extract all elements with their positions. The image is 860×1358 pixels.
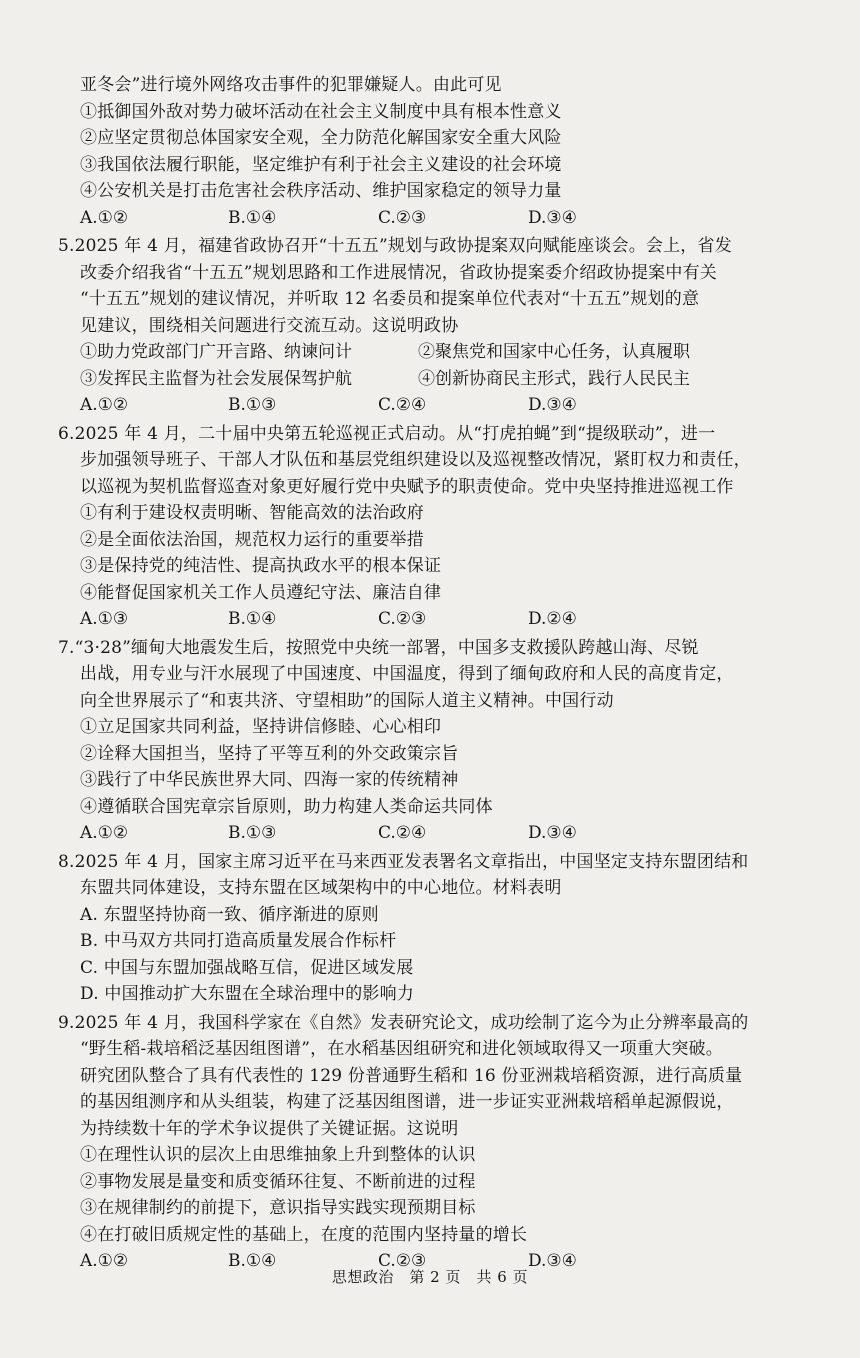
choice-b: B.①④ [228, 207, 277, 228]
choice-b: B.①③ [228, 395, 277, 415]
question-stem-line: 8.2025 年 4 月，国家主席习近平在马来西亚发表署名文章指出，中国坚定支持东盟团结和 [58, 851, 749, 872]
choice-d: D.③④ [528, 395, 577, 415]
question-9 [58, 1010, 816, 1275]
option-line: ②是全面依法治国，规范权力运行的重要举措 [80, 529, 424, 550]
question-stem-line: “野生稻-栽培稻泛基因组图谱”，在水稻基因组研究和进化领域取得又一项重大突破。 [80, 1039, 723, 1059]
choice-d: D.②④ [528, 609, 577, 629]
answer-choices [58, 820, 816, 847]
answer-choices [58, 205, 816, 232]
choice-b: B.①④ [228, 1251, 277, 1271]
option-line: ①助力党政部门广开言路、纳谏问计 [80, 342, 352, 362]
question-stem-line: 以巡视为契机监督巡查对象更好履行党中央赋予的职责使命。党中央坚持推进巡视工作 [80, 476, 734, 497]
option-line: ①抵御国外敌对势力破坏活动在社会主义制度中具有根本性意义 [80, 101, 562, 122]
option-line: ①立足国家共同利益，坚持讲信修睦、心心相印 [80, 717, 442, 737]
option-line: ②应坚定贯彻总体国家安全观，全力防范化解国家安全重大风险 [80, 128, 562, 148]
choice-a: A.①② [80, 207, 129, 228]
question-8 [58, 849, 816, 1008]
option-line: ③在规律制约的前提下，意识指导实践实现预期目标 [80, 1198, 476, 1218]
option-line: ④在打破旧质规定性的基础上，在度的范围内坚持量的增长 [80, 1224, 528, 1245]
choice-c: C.②③ [378, 609, 427, 629]
choice-d: D.③④ [528, 823, 577, 843]
question-stem-line: 7.“3·28”缅甸大地震发生后，按照党中央统一部署，中国多支救援队跨越山海、尽锐 [58, 637, 699, 658]
question-stem-line: 6.2025 年 4 月，二十届中央第五轮巡视正式启动。从“打虎拍蝇”到“提级联动”，进一 [58, 423, 716, 444]
choice-a: A.①③ [80, 609, 129, 629]
question-stem-line: 步加强领导班子、干部人才队伍和基层党组织建设以及巡视整改情况，紧盯权力和责任， [80, 450, 751, 470]
answer-choices [58, 606, 816, 633]
option-row [58, 339, 816, 366]
option-line: ③践行了中华民族世界大同、四海一家的传统精神 [80, 770, 459, 790]
choice-d: D.③④ [528, 207, 577, 228]
option-row [58, 366, 816, 393]
question-stem-line: 出战，用专业与汗水展现了中国速度、中国温度，得到了缅甸政府和人民的高度肯定， [80, 664, 734, 684]
option-line: A. 东盟坚持协商一致、循序渐进的原则 [80, 904, 379, 925]
choice-b: B.①③ [228, 823, 277, 843]
option-line: ②聚焦党和国家中心任务，认真履职 [418, 342, 690, 362]
option-line: ①在理性认识的层次上由思维抽象上升到整体的认识 [80, 1145, 476, 1165]
question-stem-line: 为持续数十年的学术争议提供了关键证据。这说明 [80, 1118, 459, 1139]
option-line: B. 中马双方共同打造高质量发展合作标杆 [80, 931, 397, 951]
question-stem-line: “十五五”规划的建议情况，并听取 12 名委员和提案单位代表对“十五五”规划的意 [80, 289, 700, 309]
question-stem-line: 亚冬会”进行境外网络攻击事件的犯罪嫌疑人。由此可见 [80, 75, 502, 95]
question-stem-line: 的基因组测序和从头组装，构建了泛基因组图谱，进一步证实亚洲栽培稻单起源假说， [80, 1092, 734, 1112]
option-line: ③是保持党的纯洁性、提高执政水平的根本保证 [80, 556, 442, 576]
choice-b: B.①④ [228, 609, 277, 629]
choice-a: A.①② [80, 1251, 129, 1271]
option-line: ③我国依法履行职能，坚定维护有利于社会主义建设的社会环境 [80, 154, 562, 175]
option-line: ①有利于建设权责明晰、智能高效的法治政府 [80, 503, 424, 523]
option-line: ④遵循联合国宪章宗旨原则，助力构建人类命运共同体 [80, 796, 493, 817]
question-6 [58, 421, 816, 633]
choice-a: A.①② [80, 823, 129, 843]
question-stem-line: 改委介绍我省“十五五”规划思路和工作进展情况，省政协提案委介绍政协提案中有关 [80, 262, 717, 283]
choice-c: C.②④ [378, 395, 427, 415]
question-5 [58, 233, 816, 419]
option-line: ②事物发展是量变和质变循环往复、不断前进的过程 [80, 1171, 476, 1192]
page-footer: 思想政治 第 2 页 共 6 页 [331, 1268, 529, 1286]
question-stem-line: 9.2025 年 4 月，我国科学家在《自然》发表研究论文，成功绘制了迄今为止分辨率最高的 [58, 1012, 749, 1033]
option-line: C. 中国与东盟加强战略互信，促进区域发展 [80, 957, 414, 978]
question-4 [58, 72, 816, 231]
question-stem-line: 5.2025 年 4 月，福建省政协召开“十五五”规划与政协提案双向赋能座谈会。会上，省发 [58, 236, 732, 256]
choice-a: A.①② [80, 395, 129, 415]
option-line: ③发挥民主监督为社会发展保驾护航 [80, 368, 352, 389]
question-stem-line: 东盟共同体建设，支持东盟在区域架构中的中心地位。材料表明 [80, 878, 562, 898]
choice-c: C.②④ [378, 823, 427, 843]
option-line: ②诠释大国担当，坚持了平等互利的外交政策宗旨 [80, 743, 459, 764]
question-stem-line: 向全世界展示了“和衷共济、守望相助”的国际人道主义精神。中国行动 [80, 690, 614, 711]
question-7 [58, 635, 816, 847]
choice-c: C.②③ [378, 1251, 427, 1271]
answer-choices [58, 392, 816, 419]
option-line: ④创新协商民主形式，践行人民民主 [418, 368, 690, 389]
choice-d: D.③④ [528, 1251, 577, 1271]
question-stem-line: 研究团队整合了具有代表性的 129 份普通野生稻和 16 份亚洲栽培稻资源，进行高质量 [80, 1065, 743, 1086]
option-line: ④能督促国家机关工作人员遵纪守法、廉洁自律 [80, 582, 442, 603]
option-line: ④公安机关是打击危害社会秩序活动、维护国家稳定的领导力量 [80, 181, 562, 201]
option-line: D. 中国推动扩大东盟在全球治理中的影响力 [80, 984, 415, 1004]
question-stem-line: 见建议，围绕相关问题进行交流互动。这说明政协 [80, 315, 459, 336]
choice-c: C.②③ [378, 207, 427, 228]
